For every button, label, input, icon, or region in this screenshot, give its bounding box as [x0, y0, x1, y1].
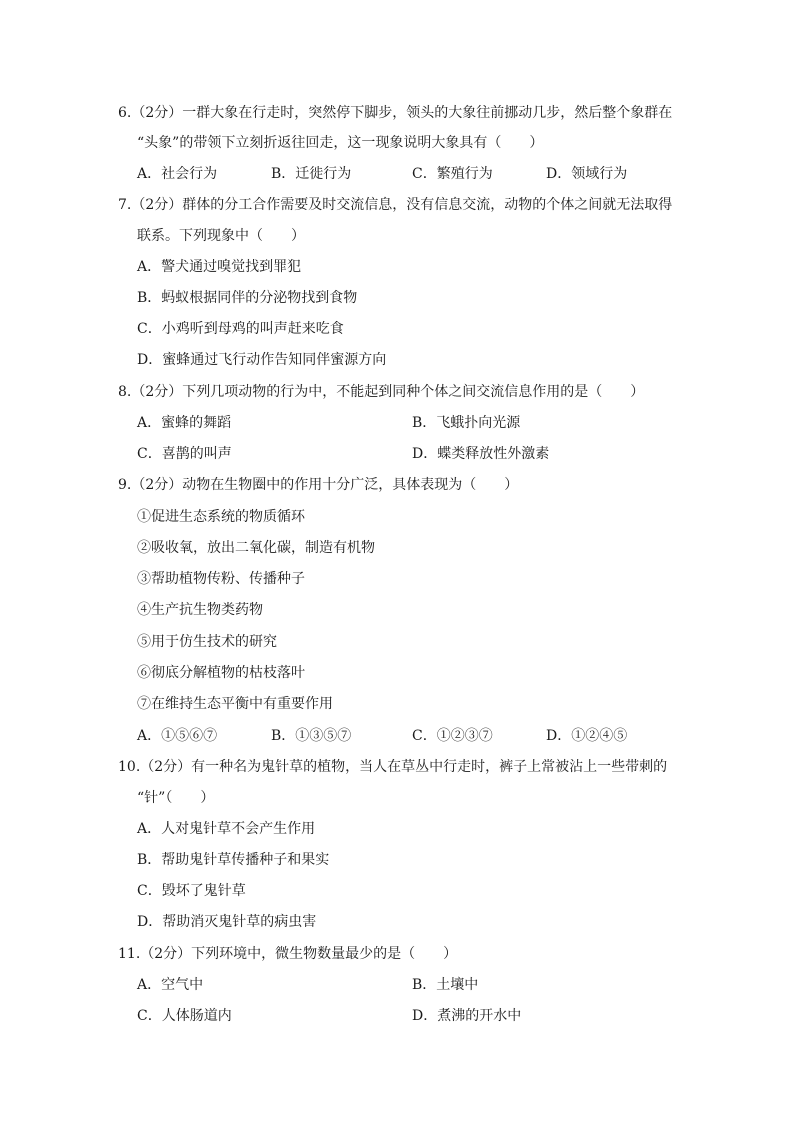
q6-option-a: A．社会行为 — [137, 166, 218, 182]
q8-options-row1 — [0, 413, 794, 433]
q10-option-b: B．帮助鬼针草传播种子和果实 — [137, 852, 330, 868]
q9-item-5: ⑤用于仿生技术的研究 — [137, 634, 277, 650]
q7-option-a: A．警犬通过嗅觉找到罪犯 — [137, 259, 302, 275]
q9-item-4: ④生产抗生物类药物 — [137, 602, 263, 618]
q6-stem-line2: “头象”的带领下立刻折返往回走，这一现象说明大象具有（ ） — [137, 135, 544, 151]
q10-option-d: D．帮助消灭鬼针草的病虫害 — [137, 914, 317, 930]
q7-option-d: D．蜜蜂通过飞行动作告知同伴蜜源方向 — [137, 352, 387, 368]
q6-option-d: D．领域行为 — [546, 166, 628, 182]
q8-options-row2 — [0, 444, 794, 464]
q10-option-c: C．毁坏了鬼针草 — [137, 883, 246, 899]
q7-option-b: B．蚂蚁根据同伴的分泌物找到食物 — [137, 290, 358, 306]
q10-stem-line2: “针”（ ） — [137, 790, 215, 806]
q9-item-7: ⑦在维持生态平衡中有重要作用 — [137, 696, 333, 712]
q8-option-b: B．飞蛾扑向光源 — [412, 415, 521, 431]
q9-option-c: C．①②③⑦ — [412, 728, 493, 744]
q6-stem-line1: 6.（2分）一群大象在行走时，突然停下脚步，领头的大象往前挪动几步，然后整个象群在 — [118, 105, 673, 121]
q9-stem-line1: 9.（2分）动物在生物圈中的作用十分广泛，具体表现为（ ） — [118, 477, 519, 493]
q6-option-c: C．繁殖行为 — [412, 166, 493, 182]
q6-option-b: B．迁徙行为 — [271, 166, 352, 182]
q9-option-a: A．①⑤⑥⑦ — [137, 728, 218, 744]
q10-stem-line1: 10.（2分）有一种名为鬼针草的植物，当人在草丛中行走时，裤子上常被沾上一些带刺的 — [118, 759, 668, 775]
q7-stem-line1: 7.（2分）群体的分工合作需要及时交流信息，没有信息交流，动物的个体之间就无法取得 — [118, 197, 673, 213]
q11-options-row1 — [0, 975, 794, 995]
q9-item-1: ①促进生态系统的物质循环 — [137, 509, 305, 525]
q11-options-row2 — [0, 1006, 794, 1026]
q8-stem-line1: 8.（2分）下列几项动物的行为中，不能起到同种个体之间交流信息作用的是（ ） — [118, 384, 645, 400]
q11-option-d: D．煮沸的开水中 — [412, 1008, 522, 1024]
q11-option-a: A．空气中 — [137, 977, 204, 993]
q8-option-a: A．蜜蜂的舞蹈 — [137, 415, 232, 431]
q7-stem-line2: 联系。下列现象中（ ） — [137, 228, 305, 244]
q8-option-c: C．喜鹊的叫声 — [137, 446, 232, 462]
q9-item-3: ③帮助植物传粉、传播种子 — [137, 571, 305, 587]
q9-option-b: B．①③⑤⑦ — [271, 728, 352, 744]
q11-option-b: B．土壤中 — [412, 977, 479, 993]
q9-options — [0, 726, 794, 746]
q9-item-2: ②吸收氧，放出二氧化碳，制造有机物 — [137, 540, 375, 556]
q11-option-c: C．人体肠道内 — [137, 1008, 232, 1024]
q11-stem-line1: 11.（2分）下列环境中，微生物数量最少的是（ ） — [118, 946, 458, 962]
q9-item-6: ⑥彻底分解植物的枯枝落叶 — [137, 665, 305, 681]
q7-option-c: C．小鸡听到母鸡的叫声赶来吃食 — [137, 321, 344, 337]
q10-option-a: A．人对鬼针草不会产生作用 — [137, 821, 316, 837]
q8-option-d: D．蝶类释放性外激素 — [412, 446, 550, 462]
q9-option-d: D．①②④⑤ — [546, 728, 628, 744]
q6-options — [0, 164, 794, 184]
